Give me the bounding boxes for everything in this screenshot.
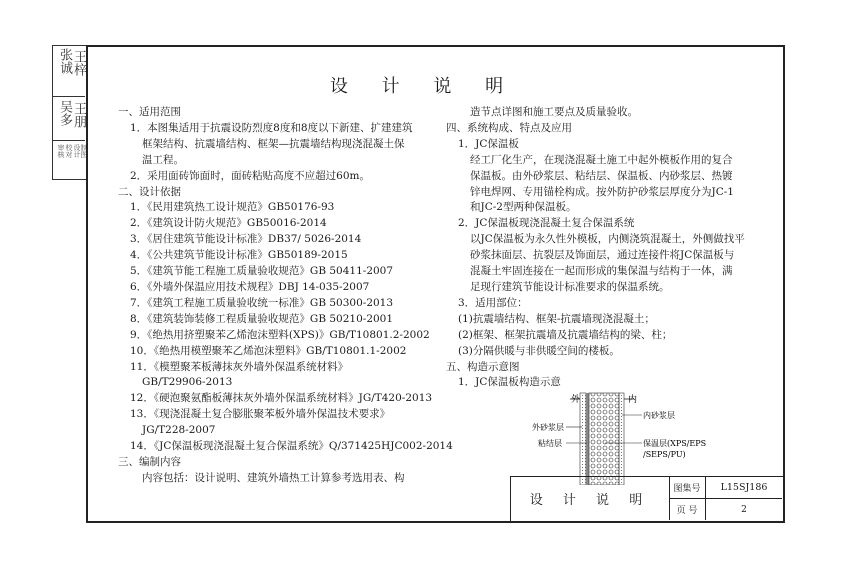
signature-row xyxy=(53,96,85,141)
signature-name: 吴多 xyxy=(57,100,72,126)
insulation-layer xyxy=(589,393,619,485)
text-line: 13．《现浇混凝土复合膨胀聚苯板外墙外保温技术要求》 xyxy=(130,408,391,421)
text-line: (1)抗震墙结构、框架-抗震墙现浇混凝土； xyxy=(458,312,655,325)
signature-label: 审核 xyxy=(57,144,65,158)
text-line: 一、适用范围 xyxy=(118,106,181,118)
text-line: 框架结构、抗震墙结构、框架—抗震墙结构现浇混凝土保 xyxy=(142,137,405,150)
text-line: 五、构造示意图 xyxy=(446,360,520,373)
signature-label: 制图 xyxy=(80,144,88,158)
text-line: 9．《绝热用挤塑聚苯乙烯泡沫塑料(XPS)》GB/T10801.2-2002 xyxy=(130,328,430,341)
text-line: 内容包括：设计说明、建筑外墙热工计算参考选用表、构 xyxy=(142,471,405,484)
text-line: 1．JC保温板构造示意 xyxy=(458,376,561,389)
text-line: 砂浆抹面层、抗裂层及饰面层，通过连接件将JC保温板与 xyxy=(470,249,735,262)
outer-mortar-layer xyxy=(580,393,586,485)
text-line: 经工厂化生产，在现浇混凝土施工中起外模板作用的复合 xyxy=(470,153,733,166)
page-title: 设 计 说 明 xyxy=(329,76,518,97)
text-line: 1．《民用建筑热工设计规范》GB50176-93 xyxy=(130,201,335,214)
text-line: 3．适用部位： xyxy=(458,296,528,309)
text-line: 温工程。 xyxy=(142,153,184,166)
inner-side-label: 内 xyxy=(628,395,638,405)
insulation-label: 保温层(XPS/EPS xyxy=(643,439,707,448)
inner-mortar-label: 内砂浆层 xyxy=(643,411,675,420)
text-line: 14．《JC保温板现浇混凝土复合保温系统》Q/371425HJC002-2014 xyxy=(130,440,453,453)
text-line: 7．《建筑工程施工质量验收统一标准》GB 50300-2013 xyxy=(130,296,394,309)
text-line: 四、系统构成、特点及应用 xyxy=(446,121,572,134)
title-block xyxy=(510,476,783,521)
text-line: 足现行建筑节能设计标准要求的保温系统。 xyxy=(470,280,670,293)
text-line: 1．JC保温板 xyxy=(458,137,519,150)
jc-board-construction-diagram xyxy=(530,385,710,485)
text-line: 4．《公共建筑节能设计标准》GB50189-2015 xyxy=(130,249,348,262)
signature-label: 校对 xyxy=(65,144,73,158)
text-line: 5．《建筑节能工程施工质量验收规范》GB 50411-2007 xyxy=(130,265,394,278)
text-line: (3)分隔供暖与非供暖空间的楼板。 xyxy=(458,344,620,357)
signature-labels xyxy=(53,140,88,180)
text-line: 三、编制内容 xyxy=(118,455,181,468)
text-line: 2．《建筑设计防火规范》GB50016-2014 xyxy=(130,217,327,230)
left-column xyxy=(112,105,453,487)
text-line: 锌电焊网、专用锚栓构成。按外防护砂浆层厚度分为JC-1 xyxy=(470,185,734,198)
signature-name: 王朋 xyxy=(71,102,86,128)
outer-mortar-label: 外砂浆层 xyxy=(532,423,564,432)
text-line: 造节点详图和施工要点及质量验收。 xyxy=(470,106,638,118)
text-line: 2．JC保温板现浇混凝土复合保温系统 xyxy=(458,217,635,230)
text-line: (2)框架、框架抗震墙及抗震墙结构的梁、柱； xyxy=(458,328,673,341)
atlas-number-label: 图集号 xyxy=(669,477,706,499)
text-line: 11．《模塑聚苯板薄抹灰外墙外保温系统材料》 xyxy=(130,360,349,373)
page-number-label: 页 号 xyxy=(669,499,706,520)
right-column xyxy=(440,105,775,391)
bonding-layer xyxy=(586,393,589,485)
insulation-label-cont: /SEPS/PU) xyxy=(643,450,686,459)
signature-label: 设计 xyxy=(73,144,81,158)
text-line: 和JC-2型两种保温板。 xyxy=(470,201,577,214)
signature-name: 王梓 xyxy=(71,50,86,76)
outer-side-label: 外 xyxy=(571,395,581,405)
text-line: 8．《建筑装饰装修工程质量验收规范》GB 50210-2001 xyxy=(130,312,394,325)
text-line: 2．采用面砖饰面时，面砖粘贴高度不应超过60m。 xyxy=(130,169,370,182)
text-line: 3．《居住建筑节能设计标准》DB37/ 5026-2014 xyxy=(130,233,362,246)
signature-strip xyxy=(52,45,86,180)
atlas-number-value: L15SJ186 xyxy=(706,477,782,499)
text-line: 12．《硬泡聚氨酯板薄抹灰外墙外保温系统材料》JG/T420-2013 xyxy=(130,392,433,405)
text-line: 二、设计依据 xyxy=(118,185,181,198)
text-line: 以JC保温板为永久性外模板，内侧浇筑混凝土，外侧做找平 xyxy=(470,233,745,246)
text-line: 6．《外墙外保温应用技术规程》DBJ 14-035-2007 xyxy=(130,280,370,293)
text-line: GB/T29906-2013 xyxy=(142,376,233,389)
title-block-sheet-title: 设 计 说 明 xyxy=(511,477,670,520)
page-number-value: 2 xyxy=(741,504,747,515)
text-line: 保温板。由外砂浆层、粘结层、保温板、内砂浆层、热镀 xyxy=(470,169,733,182)
text-line: 10．《绝热用模塑聚苯乙烯泡沫塑料》GB/T10801.1-2002 xyxy=(130,344,407,357)
text-line: JG/T228-2007 xyxy=(142,424,216,437)
signature-name: 张诚 xyxy=(57,48,72,74)
text-line: 混凝土牢固连接在一起而形成的集保温与结构于一体，满 xyxy=(470,265,733,278)
bonding-layer-label: 粘结层 xyxy=(538,439,562,448)
text-line: 1．本图集适用于抗震设防烈度8度和8度以下新建、扩建建筑 xyxy=(130,121,413,134)
inner-mortar-layer xyxy=(619,393,624,485)
